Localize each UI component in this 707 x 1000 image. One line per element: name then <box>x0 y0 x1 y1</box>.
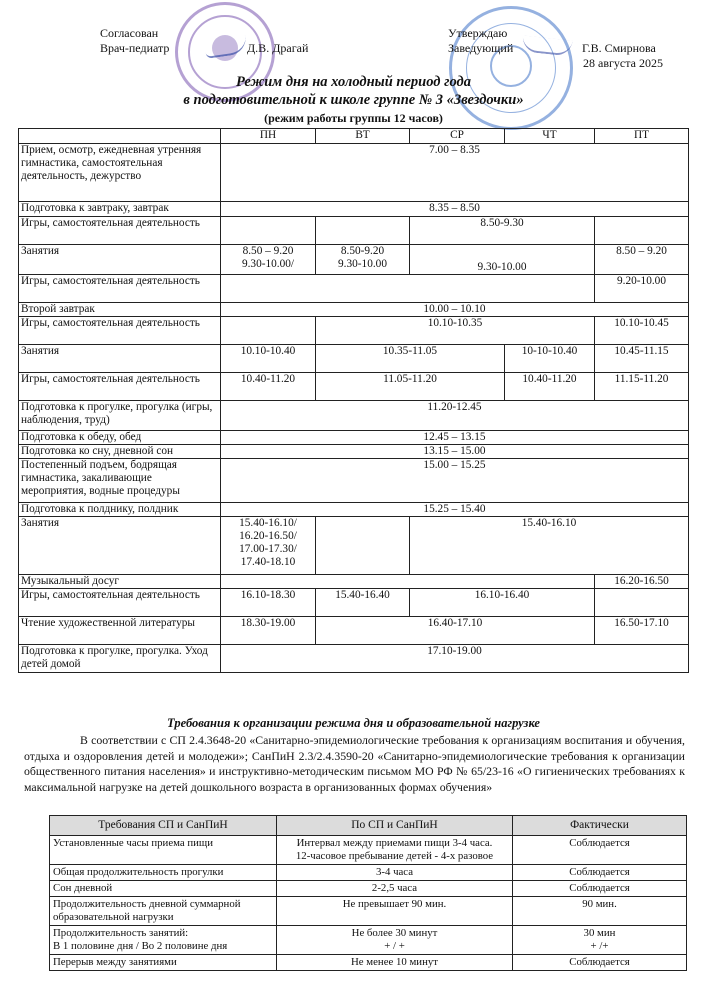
activity-label: Подготовка к прогулке, прогулка (игры, наблюдения, труд) <box>19 401 221 431</box>
req-fact: Соблюдается <box>513 836 687 865</box>
table-row <box>50 836 687 865</box>
req-name: Продолжительность занятий: В 1 половине дня / Во 2 половине дня <box>50 926 277 955</box>
req-norm: Не превышает 90 мин. <box>277 897 513 926</box>
activity-label: Подготовка к завтраку, завтрак <box>19 202 221 217</box>
req-name: Установленные часы приема пищи <box>50 836 277 865</box>
requirements-text: В соответствии с СП 2.4.3648-20 «Санитарно-эпидемиологические требования к организациям воспитания и обучения, отдыха и оздоровления детей и молодежи»; СанПиН 2.3/2.4.3590-20 «Санитарно-эпидемиологические требования к организации общественного питания населения» и инструктивно-методическим письмом МО РФ № 65/23-16 «О гигиенических требованиях к максимальной нагрузке на детей дошкольного возраста в организованных формах обучения» <box>24 733 685 794</box>
schedule-header-row <box>19 129 689 144</box>
header-empty <box>19 129 221 144</box>
requirements-paragraph <box>24 733 685 795</box>
activity-label: Подготовка ко сну, дневной сон <box>19 445 221 459</box>
time-cell: 13.15 – 15.00 <box>221 445 689 459</box>
activity-label: Подготовка к обеду, обед <box>19 431 221 445</box>
activity-label: Постепенный подъем, бодрящая гимнастика, закаливающие мероприятия, водные процедуры <box>19 459 221 503</box>
table-row <box>50 897 687 926</box>
time-cell: 16.10-18.30 <box>221 589 316 617</box>
activity-label: Чтение художественной литературы <box>19 617 221 645</box>
table-row <box>19 303 689 317</box>
req-fact: Соблюдается <box>513 955 687 971</box>
table-row <box>19 589 689 617</box>
table-row <box>19 431 689 445</box>
activity-label: Музыкальный досуг <box>19 575 221 589</box>
approval-date: 28 августа 2025 <box>583 56 663 70</box>
time-cell: 10.40-11.20 <box>221 373 316 401</box>
time-cell: 16.20-16.50 <box>595 575 689 589</box>
table-row <box>19 459 689 503</box>
page-title-group: в подготовительной к школе группе № 3 «Звездочки» <box>183 92 524 108</box>
activity-label: Подготовка к полднику, полдник <box>19 503 221 517</box>
time-cell: 15.25 – 15.40 <box>221 503 689 517</box>
req-name: Продолжительность дневной суммарной образовательной нагрузки <box>50 897 277 926</box>
table-row <box>19 645 689 673</box>
time-cell <box>221 575 595 589</box>
table-row <box>19 445 689 459</box>
time-cell: 8.35 – 8.50 <box>221 202 689 217</box>
time-cell: 16.10-16.40 <box>410 589 595 617</box>
req-name: Общая продолжительность прогулки <box>50 865 277 881</box>
table-row <box>19 275 689 303</box>
table-row <box>19 217 689 245</box>
page-subtitle: (режим работы группы 12 часов) <box>264 111 443 125</box>
time-cell <box>595 217 689 245</box>
table-row <box>19 202 689 217</box>
time-cell: 16.40-17.10 <box>316 617 595 645</box>
time-cell: 10.10-10.40 <box>221 345 316 373</box>
day-fri: ПТ <box>595 129 689 144</box>
req-fact: 90 мин. <box>513 897 687 926</box>
time-cell <box>595 589 689 617</box>
req-norm: 3-4 часа <box>277 865 513 881</box>
req-header: По СП и СанПиН <box>277 816 513 836</box>
activity-label: Игры, самостоятельная деятельность <box>19 217 221 245</box>
activity-label: Игры, самостоятельная деятельность <box>19 317 221 345</box>
time-cell: 15.00 – 15.25 <box>221 459 689 503</box>
time-cell: 12.45 – 13.15 <box>221 431 689 445</box>
table-row <box>19 144 689 202</box>
time-cell <box>221 317 316 345</box>
activity-label: Второй завтрак <box>19 303 221 317</box>
table-row <box>19 617 689 645</box>
req-name: Перерыв между занятиями <box>50 955 277 971</box>
table-row <box>19 503 689 517</box>
requirements-header-row <box>50 816 687 836</box>
schedule-table <box>18 128 689 673</box>
activity-label: Занятия <box>19 517 221 575</box>
time-cell: 15.40-16.10/ 16.20-16.50/ 17.00-17.30/ 17.40-18.10 <box>221 517 316 575</box>
time-cell: 10.10-10.35 <box>316 317 595 345</box>
time-cell: 11.15-11.20 <box>595 373 689 401</box>
head-role: Заведующий <box>448 41 514 55</box>
page-title: Режим дня на холодный период года <box>236 74 471 90</box>
req-name: Сон дневной <box>50 881 277 897</box>
time-cell: 8.50 – 9.20 <box>595 245 689 275</box>
time-cell: 10.40-11.20 <box>505 373 595 401</box>
time-cell: 9.30-10.00 <box>410 245 595 275</box>
req-norm: Интервал между приемами пищи 3-4 часа. 12-часовое пребывание детей - 4-х разовое <box>277 836 513 865</box>
activity-label: Игры, самостоятельная деятельность <box>19 275 221 303</box>
time-cell: 8.50 – 9.20 9.30-10.00/ <box>221 245 316 275</box>
time-cell: 15.40-16.40 <box>316 589 410 617</box>
time-cell: 8.50-9.20 9.30-10.00 <box>316 245 410 275</box>
table-row <box>19 575 689 589</box>
day-mon: ПН <box>221 129 316 144</box>
requirements-title: Требования к организации режима дня и образовательной нагрузке <box>167 716 540 730</box>
time-cell: 17.10-19.00 <box>221 645 689 673</box>
table-row <box>19 373 689 401</box>
table-row <box>50 881 687 897</box>
activity-label: Подготовка к прогулке, прогулка. Уход детей домой <box>19 645 221 673</box>
activity-label: Занятия <box>19 345 221 373</box>
day-thu: ЧТ <box>505 129 595 144</box>
day-wed: СР <box>410 129 505 144</box>
activity-label: Прием, осмотр, ежедневная утренняя гимнастика, самостоятельная деятельность, дежурство <box>19 144 221 202</box>
table-row <box>19 345 689 373</box>
head-name: Г.В. Смирнова <box>582 41 656 55</box>
time-cell: 10-10-10.40 <box>505 345 595 373</box>
req-norm: Не менее 10 минут <box>277 955 513 971</box>
time-cell: 7.00 – 8.35 <box>221 144 689 202</box>
table-row <box>19 517 689 575</box>
table-row <box>19 317 689 345</box>
doctor-name: Д.В. Драгай <box>247 41 309 55</box>
time-cell: 15.40-16.10 <box>410 517 689 575</box>
time-cell: 10.10-10.45 <box>595 317 689 345</box>
activity-label: Игры, самостоятельная деятельность <box>19 373 221 401</box>
day-tue: ВТ <box>316 129 410 144</box>
time-cell: 10.00 – 10.10 <box>221 303 689 317</box>
table-row <box>50 865 687 881</box>
time-cell: 16.50-17.10 <box>595 617 689 645</box>
time-cell: 8.50-9.30 <box>410 217 595 245</box>
req-header: Требования СП и СанПиН <box>50 816 277 836</box>
time-cell: 18.30-19.00 <box>221 617 316 645</box>
activity-label: Занятия <box>19 245 221 275</box>
req-fact: Соблюдается <box>513 865 687 881</box>
time-cell: 10.45-11.15 <box>595 345 689 373</box>
activity-label: Игры, самостоятельная деятельность <box>19 589 221 617</box>
time-cell <box>221 217 316 245</box>
req-norm: Не более 30 минут + / + <box>277 926 513 955</box>
req-fact: 30 мин + /+ <box>513 926 687 955</box>
time-cell <box>316 217 410 245</box>
table-row <box>19 401 689 431</box>
time-cell <box>221 275 595 303</box>
agreed-label: Согласован <box>100 26 159 40</box>
req-norm: 2-2,5 часа <box>277 881 513 897</box>
table-row <box>50 926 687 955</box>
doctor-role: Врач-педиатр <box>100 41 170 55</box>
time-cell: 9.20-10.00 <box>595 275 689 303</box>
time-cell: 11.20-12.45 <box>221 401 689 431</box>
table-row <box>50 955 687 971</box>
time-cell: 10.35-11.05 <box>316 345 505 373</box>
requirements-table <box>49 815 687 971</box>
req-fact: Соблюдается <box>513 881 687 897</box>
table-row <box>19 245 689 275</box>
time-cell <box>316 517 410 575</box>
approved-label: Утверждаю <box>448 26 508 40</box>
time-cell: 11.05-11.20 <box>316 373 505 401</box>
req-header: Фактически <box>513 816 687 836</box>
